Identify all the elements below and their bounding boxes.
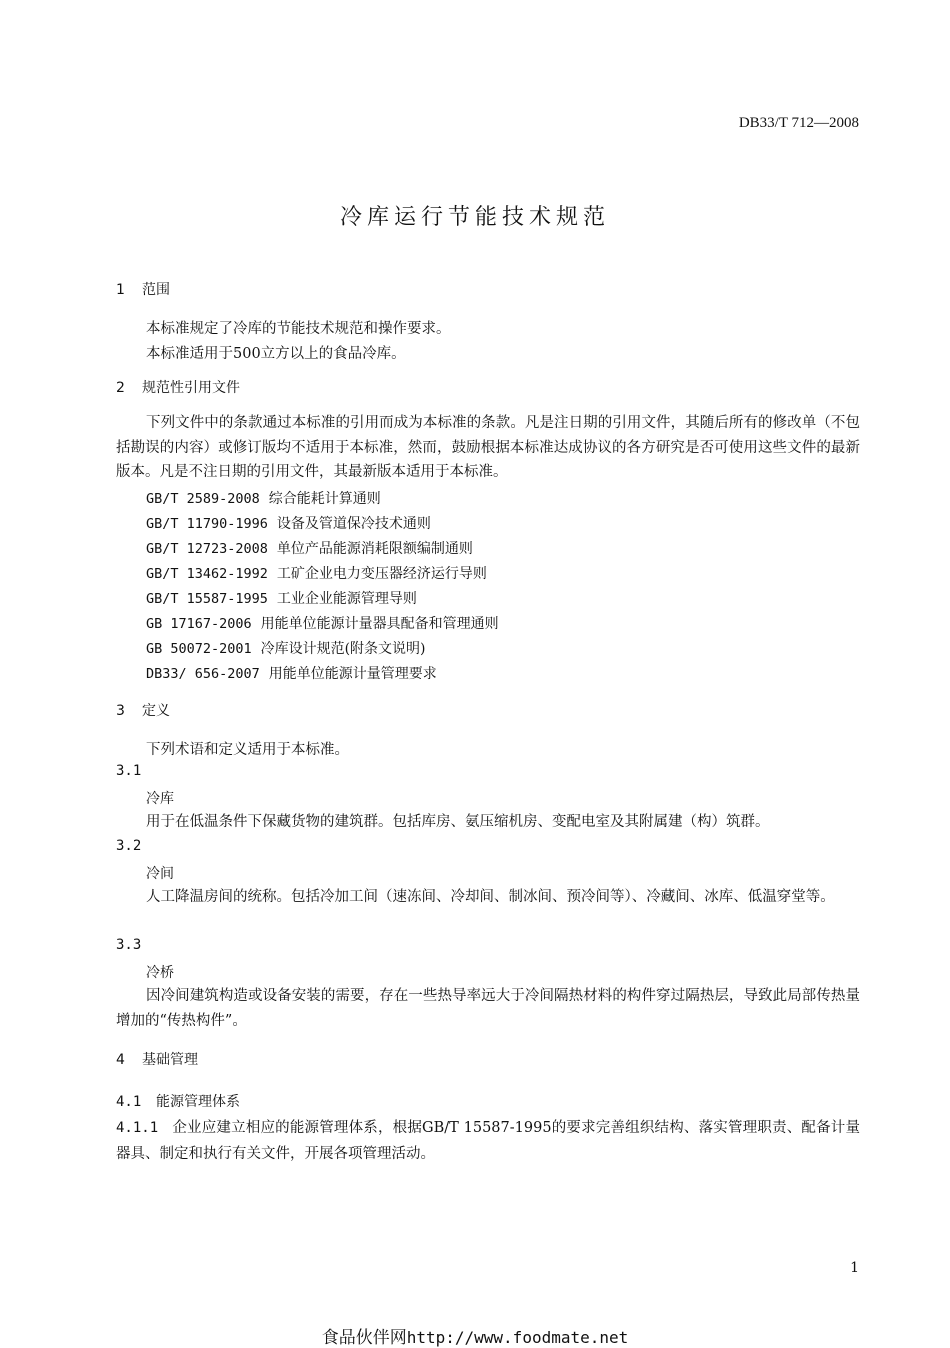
footer-watermark: [0, 1323, 950, 1348]
definition-text: 用于在低温条件下保藏货物的建筑群。包括库房、氨压缩机房、变配电室及其附属建（构）筑群。: [146, 814, 770, 830]
reference-item: GB/T 12723-2008 单位产品能源消耗限额编制通则: [146, 541, 473, 557]
section-title: 基础管理: [142, 1052, 198, 1068]
section-number: 3: [116, 703, 125, 719]
definition-text: 因冷间建筑构造或设备安装的需要，存在一些热导率远大于冷间隔热材料的构件穿过隔热层，导致此局部传热量增加的“传热构件”。: [116, 988, 860, 1029]
subsection-number: 4.1: [116, 1094, 142, 1110]
reference-item: GB/T 13462-1992 工矿企业电力变压器经济运行导则: [146, 566, 487, 582]
document-code: DB33/T 712—2008: [738, 115, 859, 131]
definition-number: 3.2: [116, 838, 142, 854]
definitions-intro: 下列术语和定义适用于本标准。: [146, 742, 349, 758]
section-number: 2: [116, 380, 125, 396]
definition-term: 冷间: [146, 866, 174, 882]
definition-number: 3.1: [116, 763, 142, 779]
clause-4-1-1: [116, 1115, 860, 1167]
reference-item: GB/T 2589-2008 综合能耗计算通则: [146, 491, 381, 507]
section-3-heading: [116, 700, 170, 720]
section-number: 4: [116, 1052, 125, 1068]
section-2-heading: [116, 377, 240, 397]
references-paragraph: 下列文件中的条款通过本标准的引用而成为本标准的条款。凡是注日期的引用文件，其随后所有的修改单（不包括勘误的内容）或修订版均不适用于本标准，然而，鼓励根据本标准达成协议的各方研究是否可使用这些文件的最新版本。凡是不注日期的引用文件，其最新版本适用于本标准。: [116, 415, 860, 480]
reference-item: DB33/ 656-2007 用能单位能源计量管理要求: [146, 666, 437, 682]
section-title: 规范性引用文件: [142, 380, 240, 396]
section-number: 1: [116, 282, 125, 298]
footer-url[interactable]: http://www.foodmate.net: [406, 1328, 629, 1347]
scope-line-2: 本标准适用于500立方以上的食品冷库。: [146, 346, 406, 362]
section-4-heading: [116, 1049, 198, 1069]
section-title: 定义: [142, 703, 170, 719]
footer-site-name: 食品伙伴网: [321, 1328, 407, 1348]
clause-number: 4.1.1: [116, 1120, 159, 1136]
reference-item: GB 50072-2001 冷库设计规范(附条文说明): [146, 641, 426, 657]
clause-text: 企业应建立相应的能源管理体系，根据GB/T 15587-1995的要求完善组织结构、落实管理职责、配备计量器具、制定和执行有关文件，开展各项管理活动。: [116, 1120, 860, 1162]
page-number: 1: [850, 1260, 859, 1276]
reference-item: GB/T 15587-1995 工业企业能源管理导则: [146, 591, 417, 607]
section-1-heading: [116, 279, 170, 299]
subsection-4-1-heading: [116, 1091, 240, 1111]
page-title: 冷库运行节能技术规范: [339, 205, 610, 230]
reference-item: GB 17167-2006 用能单位能源计量器具配备和管理通则: [146, 616, 499, 632]
subsection-title: 能源管理体系: [156, 1094, 240, 1110]
section-title: 范围: [142, 282, 170, 298]
definition-text: 人工降温房间的统称。包括冷加工间（速冻间、冷却间、制冰间、预冷间等）、冷藏间、冰库、低温穿堂等。: [146, 889, 835, 905]
definition-term: 冷库: [146, 791, 174, 807]
reference-item: GB/T 11790-1996 设备及管道保冷技术通则: [146, 516, 431, 532]
definition-term: 冷桥: [146, 965, 174, 981]
scope-line-1: 本标准规定了冷库的节能技术规范和操作要求。: [146, 321, 451, 337]
definition-number: 3.3: [116, 937, 142, 953]
